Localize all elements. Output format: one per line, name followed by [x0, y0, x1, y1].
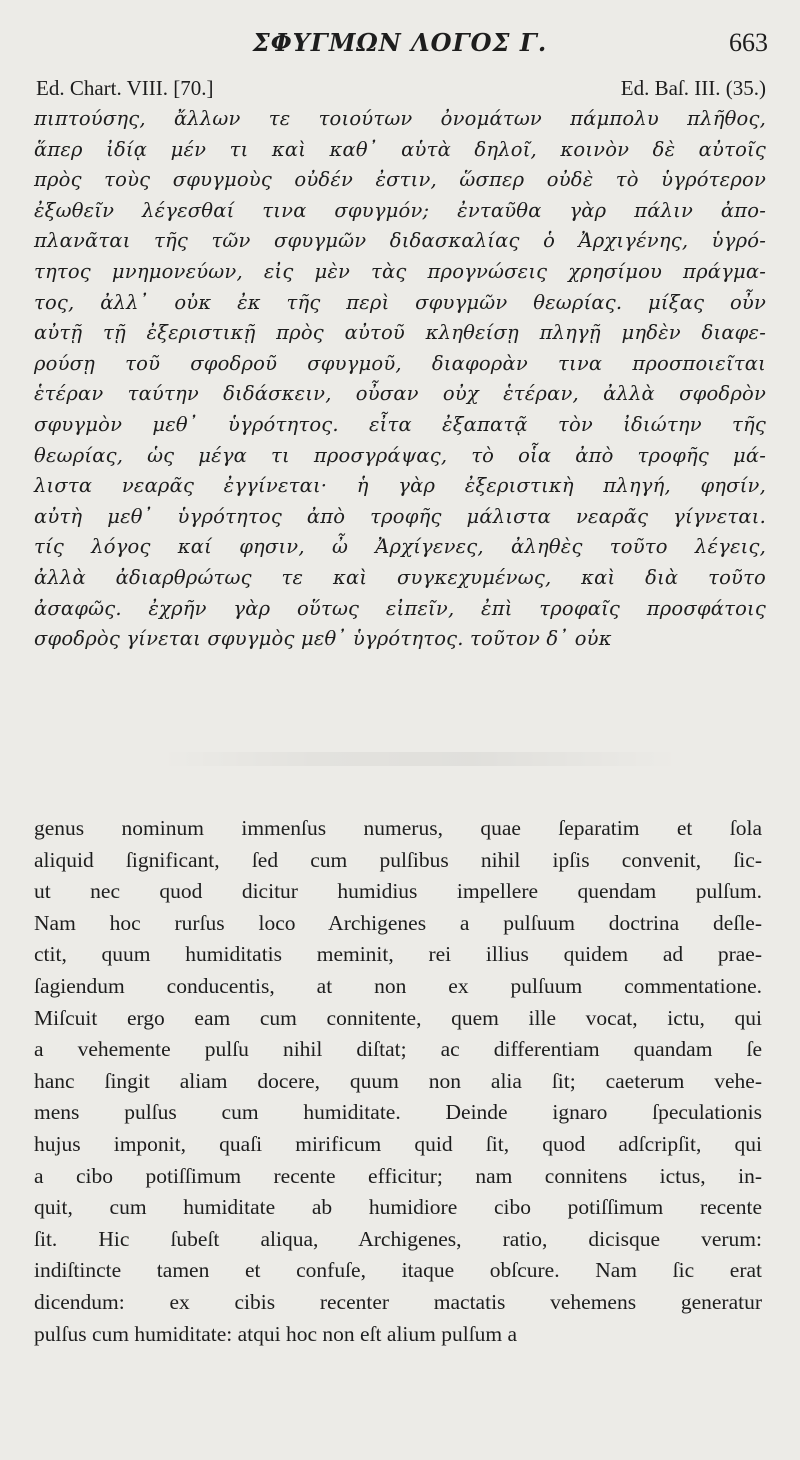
latin-line: ut nec quod dicitur humidius impellere quendam pulſum. [34, 879, 762, 904]
latin-line: a cibo potiſſimum recente efficitur; nam connitens ictus, in- [34, 1163, 762, 1188]
greek-line: ἀσαφῶς. ἐχρῆν γὰρ οὕτως εἰπεῖν, ἐπὶ τροφαῖς προσφάτοις [34, 596, 766, 620]
greek-text-block [34, 104, 766, 655]
latin-line: hanc ſingit aliam docere, quum non alia ſit; caeterum vehe- [34, 1068, 762, 1093]
latin-line: indiſtincte tamen et confuſe, itaque obſcure. Nam ſic erat [34, 1258, 762, 1283]
greek-line: τος, ἀλλ᾿ οὐκ ἐκ τῆς περὶ σφυγμῶν θεωρίας. μίξας οὖν [34, 290, 766, 314]
edition-reference-right: Ed. Baſ. III. (35.) [620, 76, 766, 100]
greek-line: ἀλλὰ ἀδιαρθρώτως τε καὶ συγκεχυμένως, καὶ διὰ τοῦτο [34, 565, 766, 589]
latin-line: Miſcuit ergo eam cum connitente, quem ille vocat, ictu, qui [34, 1005, 762, 1030]
page-number: 663 [729, 28, 768, 57]
greek-line: πλανᾶται τῆς τῶν σφυγμῶν διδασκαλίας ὁ Ἀρχιγένης, ὑγρό- [34, 229, 766, 253]
latin-line: ſagiendum conducentis, at non ex pulſuum commentatione. [34, 973, 762, 998]
greek-line: ρούσῃ τοῦ σφοδροῦ σφυγμοῦ, διαφορὰν τινα προσποιεῖται [34, 351, 766, 375]
greek-line: ἐξωθεῖν λέγεσθαί τινα σφυγμόν; ἐνταῦθα γὰρ πάλιν ἀπο- [34, 198, 766, 222]
latin-line: mens pulſus cum humiditate. Deinde ignaro ſpeculationis [34, 1100, 762, 1125]
greek-line: τίς λόγος καί φησιν, ὦ Ἀρχίγενες, ἀληθὲς τοῦτο λέγεις, [34, 535, 766, 559]
latin-line: pulſus cum humiditate: atqui hoc non eſt alium pulſum a [34, 1321, 518, 1346]
greek-line: ἅπερ ἰδίᾳ μέν τι καὶ καθ᾿ αὑτὰ δηλοῖ, κοινὸν δὲ αὐτοῖς [34, 137, 766, 161]
greek-line: σφοδρὸς γίνεται σφυγμὸς μεθ᾿ ὑγρότητος. τοῦτον δ᾿ οὐκ [34, 627, 612, 651]
paper-bleed-through-mark [160, 752, 680, 766]
latin-line: a vehemente pulſu nihil diſtat; ac differentiam quandam ſe [34, 1037, 762, 1062]
latin-line: hujus imponit, quaſi mirificum quid ſit, quod adſcripſit, qui [34, 1131, 762, 1156]
running-title: ΣΦΥΓΜΩΝ ΛΟΓΟΣ Γ. [252, 28, 548, 57]
latin-line: ſit. Hic ſubeſt aliqua, Archigenes, ratio, dicisque verum: [34, 1226, 762, 1251]
greek-line: λιστα νεαρᾶς ἐγγίνεται· ἡ γὰρ ἐξεριστικὴ πληγή, φησίν, [34, 474, 766, 498]
greek-line: τητος μνημονεύων, εἰς μὲν τὰς προγνώσεις χρησίμου πράγμα- [34, 259, 766, 283]
greek-line: ἑτέραν ταύτην διδάσκειν, οὖσαν οὐχ ἑτέραν, ἀλλὰ σφοδρὸν [34, 382, 766, 406]
greek-line: σφυγμὸν μεθ᾿ ὑγρότητος. εἶτα ἐξαπατᾷ τὸν ἰδιώτην τῆς [34, 412, 766, 436]
latin-line: dicendum: ex cibis recenter mactatis vehemens generatur [34, 1289, 762, 1314]
greek-line: θεωρίας, ὡς μέγα τι προσγράψας, τὸ οἷα ἀπὸ τροφῆς μά- [34, 443, 766, 467]
latin-line: ctit, quum humiditatis meminit, rei illius quidem ad prae- [34, 942, 762, 967]
greek-line: πιπτούσης, ἄλλων τε τοιούτων ὀνομάτων πάμπολυ πλῆθος, [34, 107, 766, 130]
edition-reference-left: Ed. Chart. VIII. [70.] [36, 76, 214, 100]
greek-line: αὐτὴ μεθ᾿ ὑγρότητος ἀπὸ τροφῆς μάλιστα νεαρᾶς γίγνεται. [34, 504, 766, 528]
latin-line: genus nominum immenſus numerus, quae ſeparatim et ſola [34, 816, 762, 840]
latin-line: Nam hoc rurſus loco Archigenes a pulſuum doctrina deſle- [34, 910, 762, 935]
latin-line: aliquid ſignificant, ſed cum pulſibus nihil ipſis convenit, ſic- [34, 847, 762, 872]
greek-line: αὐτῇ τῇ ἐξεριστικῇ πρὸς αὐτοῦ κληθείσῃ πληγῇ μηδὲν διαφε- [34, 321, 766, 345]
latin-text-block [34, 813, 762, 1350]
latin-line: quit, cum humiditate ab humidiore cibo potiſſimum recente [34, 1195, 762, 1220]
greek-line: πρὸς τοὺς σφυγμοὺς οὐδέν ἐστιν, ὥσπερ οὐδὲ τὸ ὑγρότερον [34, 168, 766, 192]
